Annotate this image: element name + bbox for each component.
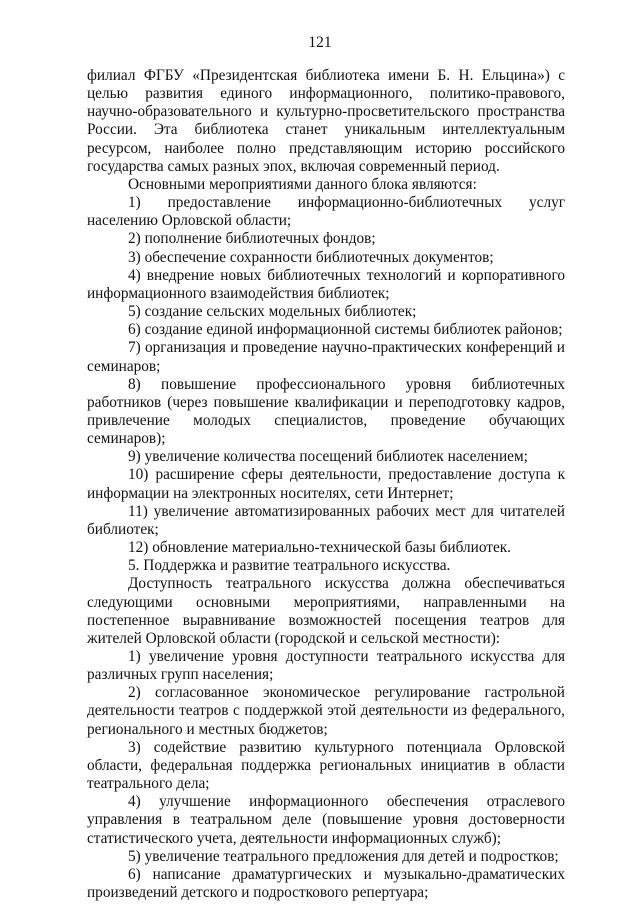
paragraph: 9) увеличение количества посещений библиотек населением; bbox=[128, 448, 528, 466]
paragraph: 2) пополнение библиотечных фондов; bbox=[128, 230, 376, 248]
paragraph: 4) внедрение новых библиотечных технологий и корпоративного информационного взаимодействия библиотек; bbox=[87, 266, 565, 302]
paragraph: Основными мероприятиями данного блока являются: bbox=[128, 175, 477, 193]
paragraph: Доступность театрального искусства должна обеспечиваться следующими основными мероприятиями, направленными на постепенное выравнивание возможностей посещения театров для жителей Орловской области (городской и сельской местности): bbox=[87, 575, 565, 647]
paragraph: филиал ФГБУ «Президентская библиотека имени Б. Н. Ельцина») с целью развития единого информационного, политико-правового, научно-образовательного и культурно-просветительского пространства России. Эта библиотека станет уникальным интеллектуальным ресурсом, наиболее полно представляющим историю российского государства самых разных эпох, включая современный период. bbox=[87, 67, 565, 175]
paragraph: 6) создание единой информационной системы библиотек районов; bbox=[128, 321, 563, 339]
paragraph: 5. Поддержка и развитие театрального искусства. bbox=[128, 557, 451, 575]
document-body bbox=[87, 67, 565, 902]
paragraph: 2) согласованное экономическое регулирование гастрольной деятельности театров с поддержкой этой деятельности из федерального, регионального и местных бюджетов; bbox=[87, 684, 565, 738]
paragraph: 10) расширение сферы деятельности, предоставление доступа к информации на электронных носителях, сети Интернет; bbox=[87, 466, 565, 502]
paragraph: 7) организация и проведение научно-практических конференций и семинаров; bbox=[87, 339, 565, 375]
paragraph: 3) обеспечение сохранности библиотечных документов; bbox=[128, 248, 494, 266]
paragraph: 12) обновление материально-технической базы библиотек. bbox=[128, 539, 511, 557]
paragraph: 5) создание сельских модельных библиотек; bbox=[128, 303, 417, 321]
paragraph: 11) увеличение автоматизированных рабочих мест для читателей библиотек; bbox=[87, 502, 565, 538]
paragraph: 3) содействие развитию культурного потенциала Орловской области, федеральная поддержка региональных инициатив в области театрального дела; bbox=[87, 738, 565, 793]
paragraph: 1) увеличение уровня доступности театрального искусства для различных групп населения; bbox=[87, 648, 565, 684]
paragraph: 8) повышение профессионального уровня библиотечных работников (через повышение квалификации и переподготовку кадров, привлечение молодых специалистов, проведение обучающих семинаров); bbox=[87, 375, 565, 448]
page-number: 121 bbox=[308, 34, 332, 51]
paragraph: 1) предоставление информационно-библиотечных услуг населению Орловской области; bbox=[87, 194, 565, 230]
paragraph: 4) улучшение информационного обеспечения отраслевого управления в театральном деле (повышение уровня достоверности статистического учета, деятельности информационных служб); bbox=[87, 793, 565, 847]
paragraph: 6) написание драматургических и музыкально-драматических произведений детского и подросткового репертуара; bbox=[87, 865, 565, 902]
paragraph: 5) увеличение театрального предложения для детей и подростков; bbox=[128, 847, 559, 865]
